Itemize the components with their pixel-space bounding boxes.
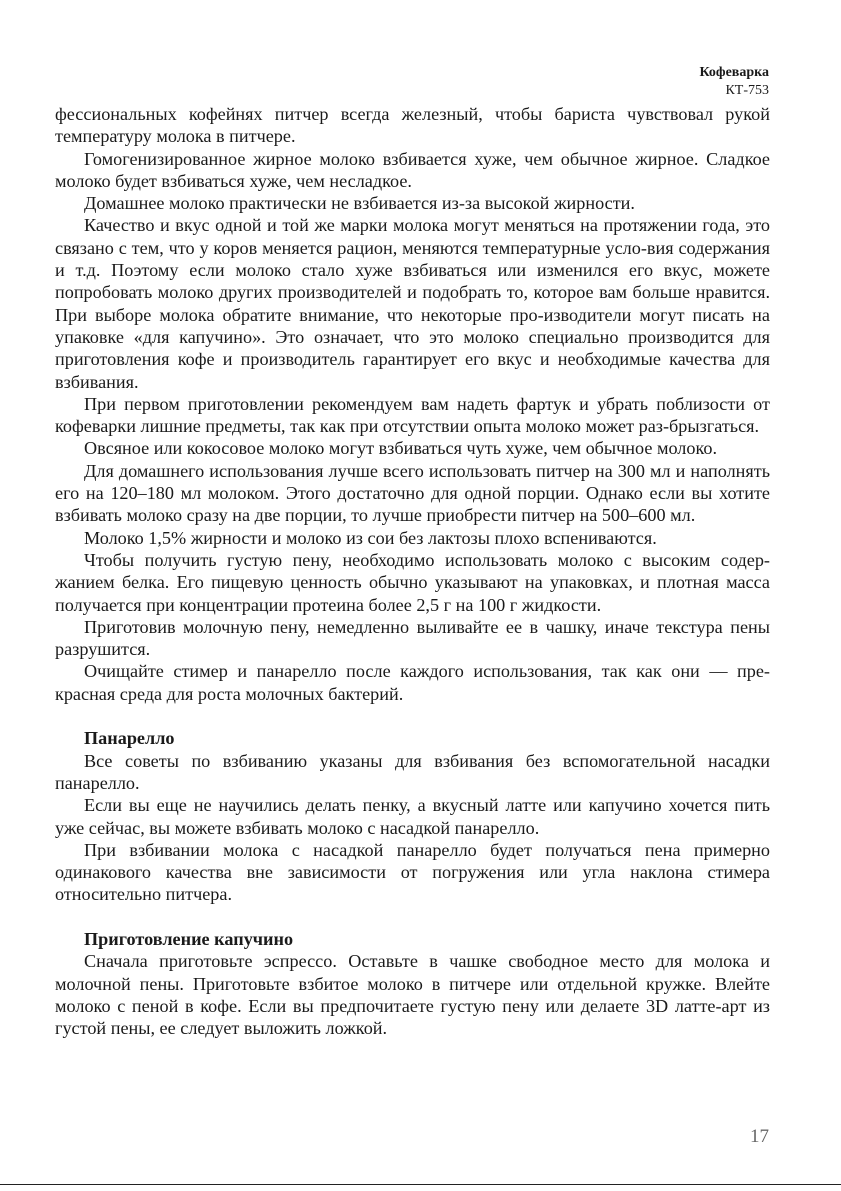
paragraph: Если вы еще не научились делать пенку, а вкусный латте или капучино хочется пить уже сейчас, вы можете взбивать молоко с насадкой панарелло. — [55, 795, 770, 838]
section-heading: Панарелло — [84, 728, 175, 749]
bottom-divider — [0, 1184, 841, 1185]
paragraph: Молоко 1,5% жирности и молоко из сои без лактозы плохо вспениваются. — [84, 527, 657, 548]
section-heading: Приготовление капучино — [84, 928, 294, 949]
paragraph: Чтобы получить густую пену, необходимо использовать молоко с высоким содер-жанием белка. Его пищевую ценность обычно указывают на упаковках, и плотная масса получается при концентрации протеина более 2,5 г на 100 г жидкости. — [55, 549, 770, 615]
page-content — [55, 103, 770, 1039]
product-model: КТ-753 — [725, 83, 769, 98]
paragraph: При первом приготовлении рекомендуем вам надеть фартук и убрать поблизости от кофеварки лишние предметы, так как при отсутствии опыта молоко может раз-брызгаться. — [55, 393, 770, 437]
page-number: 17 — [750, 1126, 769, 1147]
section-cappuccino — [55, 928, 770, 1039]
paragraph: Очищайте стимер и панарелло после каждого использования, так как они — пре-красная среда для роста молочных бактерий. — [55, 661, 770, 704]
paragraph: Приготовив молочную пену, немедленно выливайте ее в чашку, иначе текстура пены разрушится. — [55, 616, 770, 660]
paragraph: Гомогенизированное жирное молоко взбивается хуже, чем обычное жирное. Сладкое молоко будет взбиваться хуже, чем несладкое. — [55, 148, 770, 191]
paragraph: Домашнее молоко практически не взбивается из-за высокой жирности. — [84, 193, 635, 214]
paragraph: Сначала приготовьте эспрессо. Оставьте в чашке свободное место для молока и молочной пены. Приготовьте взбитое молоко в питчере или отдельной кружке. Влейте молоко с пеной в кофе. Если вы предпочитаете густую пену или делаете 3D латте-арт из густой пены, ее следует выложить ложкой. — [55, 951, 770, 1039]
paragraph: Качество и вкус одной и той же марки молока могут меняться на протяжении года, это связано с тем, что у коров меняется рацион, меняются температурные усло-вия содержания и т.д. Поэтому если молоко стало хуже взбиваться или изменился его вкус, можете попробовать молоко других производителей и подобрать то, которое вам больше нравится. При выборе молока обратите внимание, что некоторые про-изводители могут писать на упаковке «для капучино». Это означает, что это молоко специально производится для приготовления кофе и производитель гарантирует его вкус и необходимые качества для взбивания. — [55, 215, 770, 392]
page-header — [699, 64, 769, 100]
section-panarello — [55, 727, 770, 905]
paragraph: Овсяное или кокосовое молоко могут взбиваться чуть хуже, чем обычное молоко. — [84, 438, 718, 459]
paragraph: Для домашнего использования лучше всего использовать питчер на 300 мл и наполнять его на 120–180 мл молоком. Этого достаточно для одной порции. Однако если вы хотите взбивать молоко сразу на две порции, то лучше приобрести питчер на 500–600 мл. — [55, 460, 770, 526]
paragraph: При взбивании молока с насадкой панарелло будет получаться пена примерно одинакового качества вне зависимости от погружения или угла наклона стимера относительно питчера. — [55, 839, 770, 905]
paragraph: Все советы по взбиванию указаны для взбивания без вспомогательной насадки панарелло. — [55, 750, 770, 793]
product-name: Кофеварка — [699, 65, 769, 80]
paragraph: фессиональных кофейнях питчер всегда железный, чтобы бариста чувствовал рукой температуру молока в питчере. — [55, 104, 770, 147]
